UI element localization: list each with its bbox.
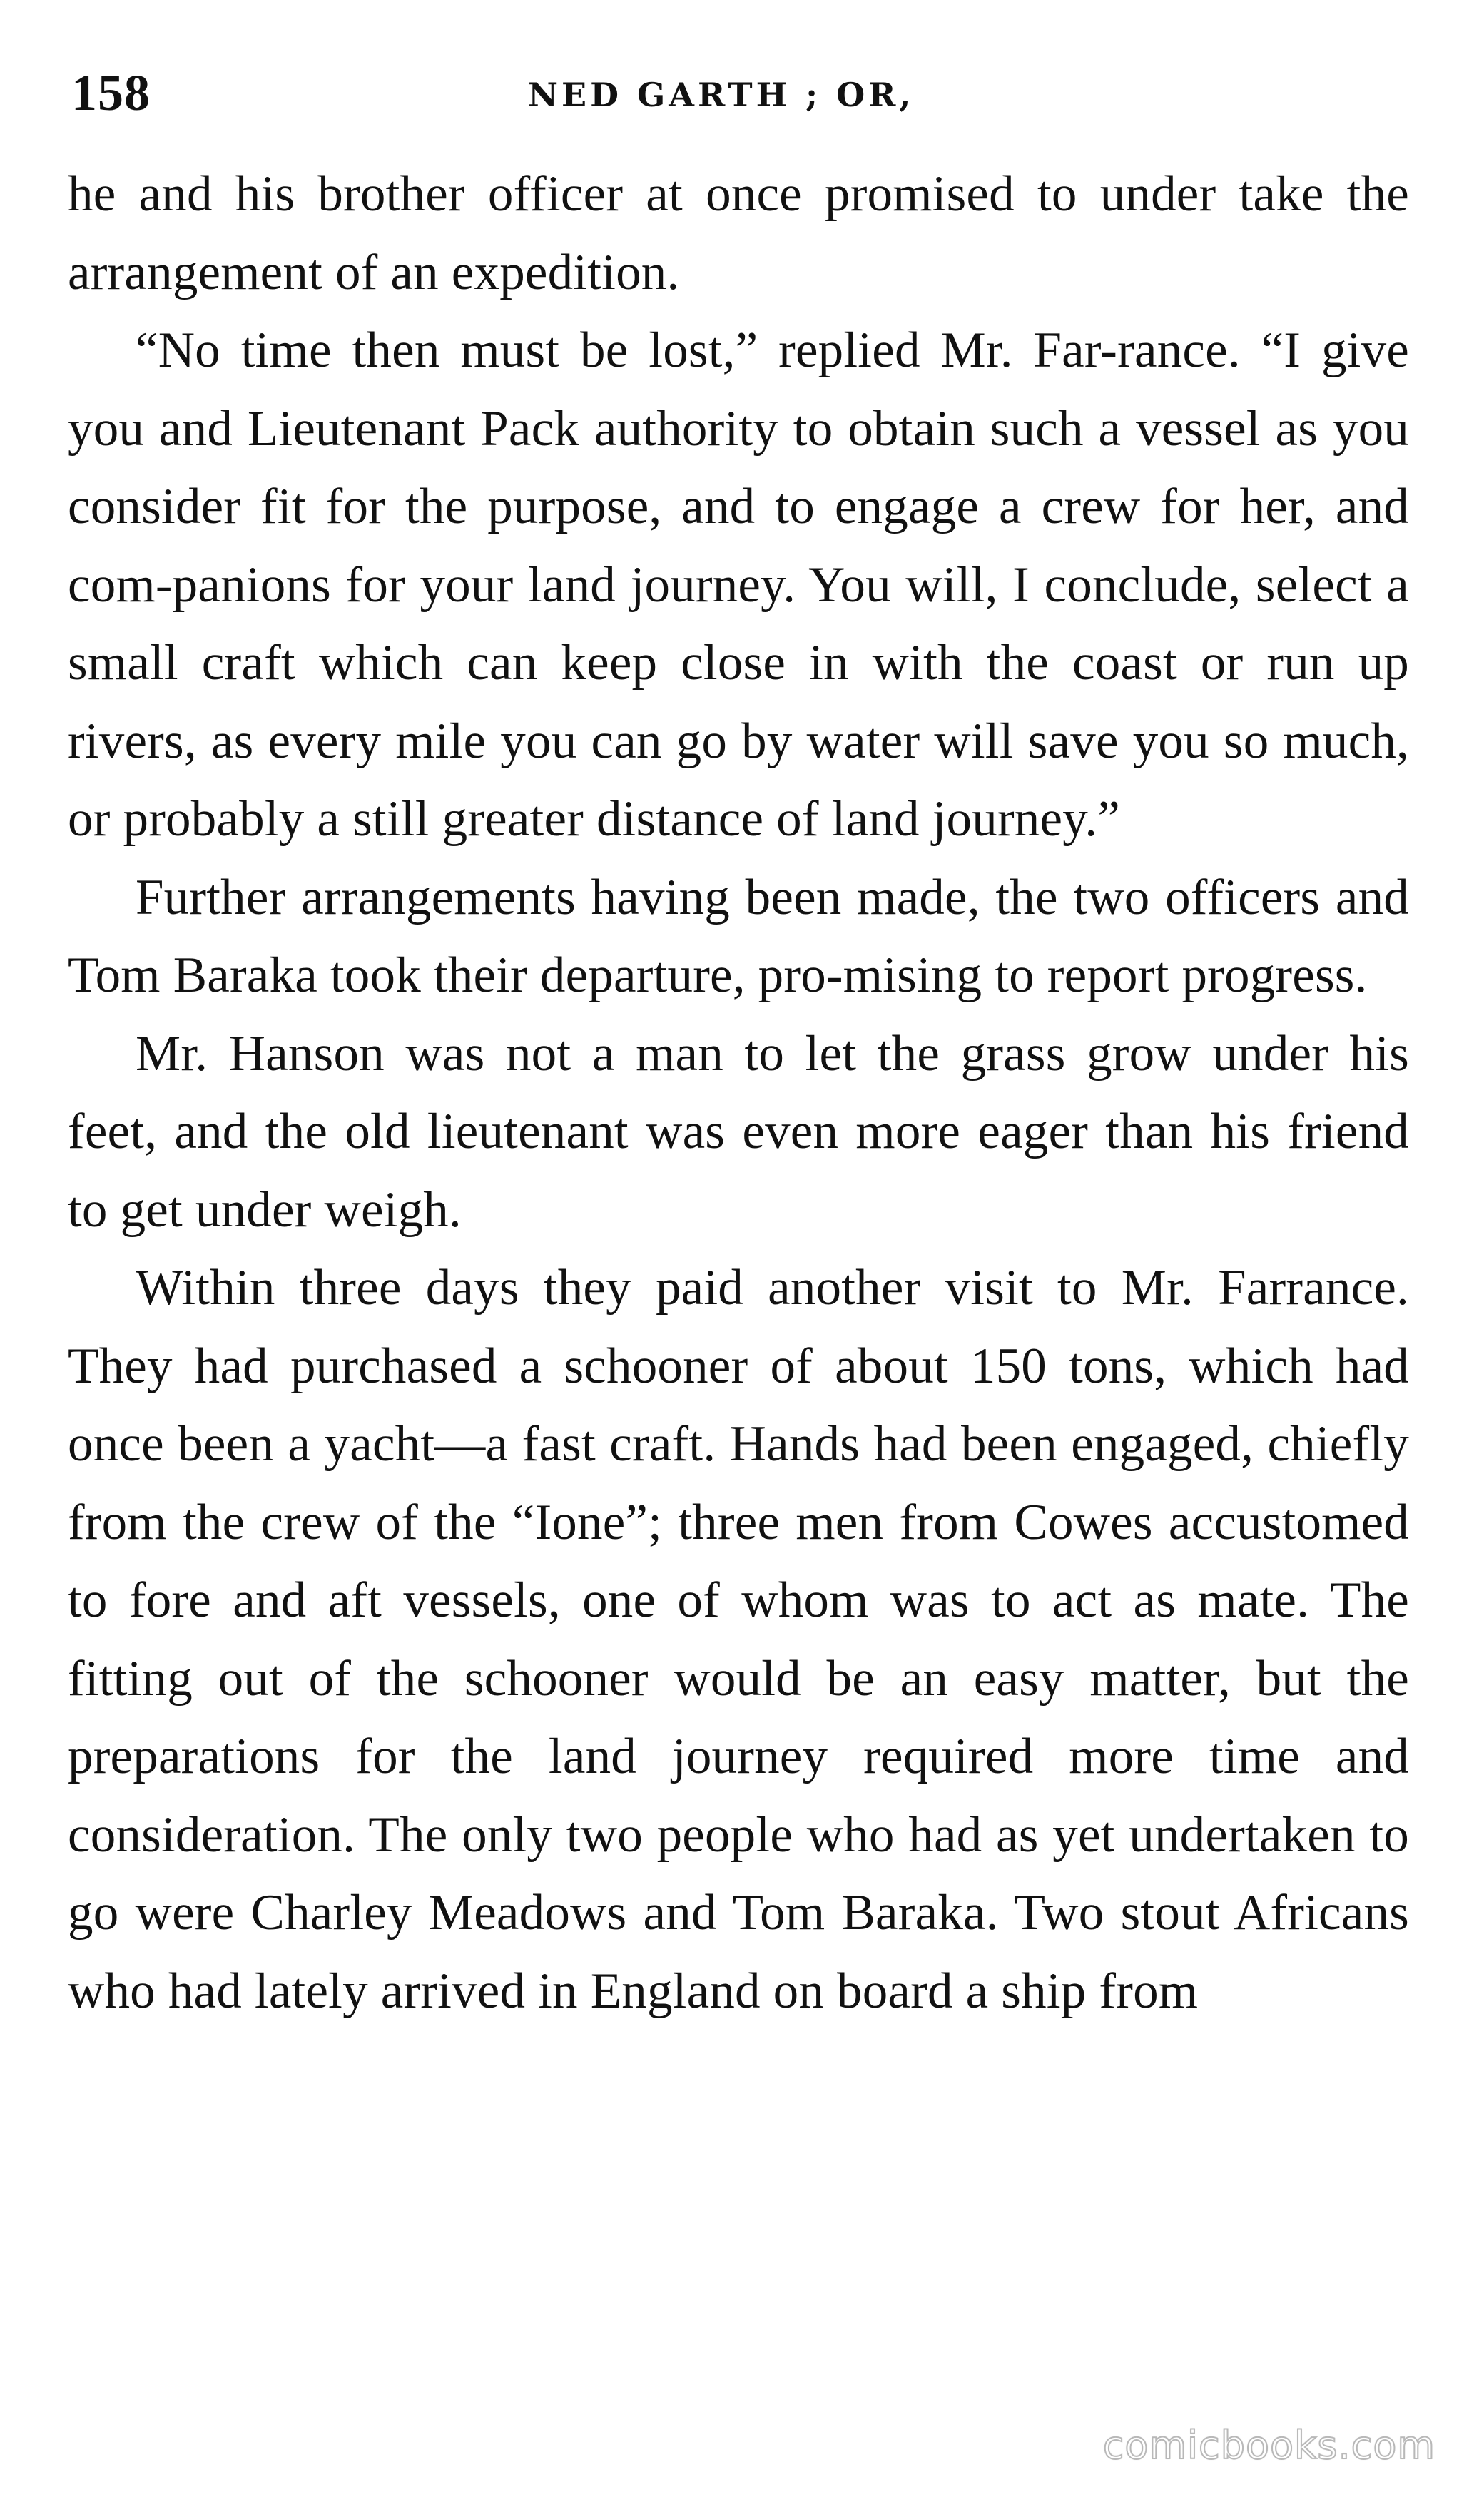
paragraph: “No time then must be lost,” replied Mr. Far-rance. “I give you and Lieutenant Pack authority to obtain such a vessel as you consider fit for the purpose, and to engage a crew for her, and com-panions for your land journey. You will, I conclude, select a small craft which can keep close in with the coast or run up rivers, as every mile you can go by water will save you so much, or probably a still greater distance of land journey.” [68,322,1409,847]
paragraph-continuation: he and his brother officer at once promised to under take the arrangement of an expedition. [68,166,1409,300]
watermark: comicbooks.com [1102,2423,1435,2468]
body-text [68,156,1409,2030]
page-number: 158 [71,64,151,121]
paragraph: Mr. Hanson was not a man to let the grass grow under his feet, and the old lieutenant was even more eager than his friend to get under weigh. [68,1025,1409,1238]
paragraph: Within three days they paid another visit to Mr. Farrance. They had purchased a schooner of about 150 tons, which had once been a yacht—a fast craft. Hands had been engaged, chiefly from the crew of the “Ione”; three men from Cowes accustomed to fore and aft vessels, one of whom was to act as mate. The fitting out of the schooner would be an easy matter, but the preparations for the land journey required more time and consideration. The only two people who had as yet undertaken to go were Charley Meadows and Tom Baraka. Two stout Africans who had lately arrived in England on board a ship from [68,1260,1409,2019]
running-title: NED GARTH ; OR, [528,76,915,114]
running-head [71,50,1413,136]
paragraph: Further arrangements having been made, the two officers and Tom Baraka took their departure, pro-mising to report progress. [68,869,1409,1003]
